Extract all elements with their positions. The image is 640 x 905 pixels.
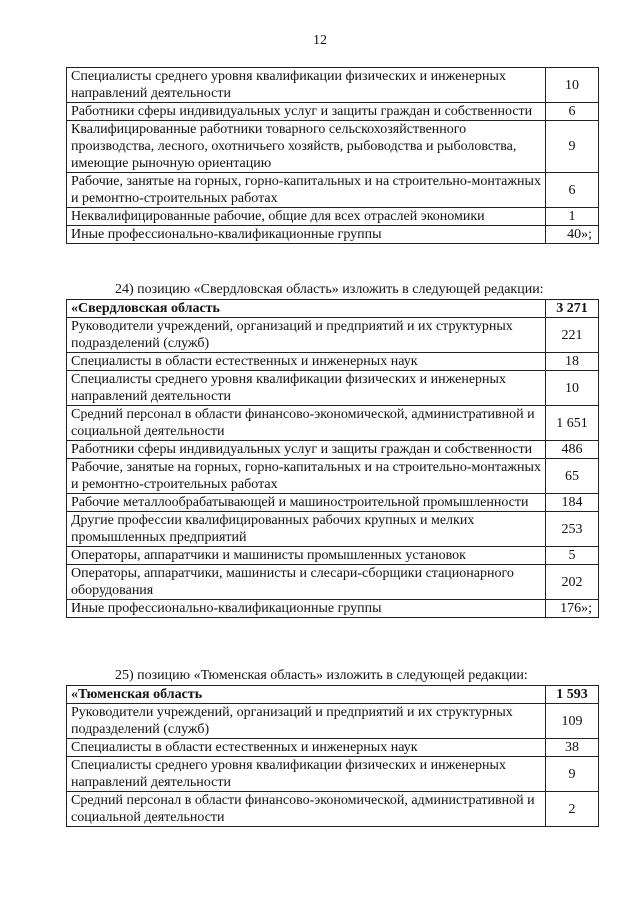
table-row xyxy=(67,353,599,371)
row-value: 1 xyxy=(546,208,599,226)
paragraph-24: 24) позицию «Свердловская область» изложить в следующей редакции: xyxy=(115,282,544,297)
row-name: Операторы, аппаратчики и машинисты промышленных установок xyxy=(67,547,546,565)
row-value: 18 xyxy=(546,353,599,371)
row-name: Средний персонал в области финансово-экономической, административной и социальной деятельности xyxy=(67,792,546,827)
table-row xyxy=(67,173,599,208)
row-value: 109 xyxy=(546,704,599,739)
table-row xyxy=(67,757,599,792)
table-header-row xyxy=(67,300,599,318)
row-value: 9 xyxy=(546,121,599,173)
row-value: 184 xyxy=(546,494,599,512)
row-name: Рабочие, занятые на горных, горно-капитальных и на строительно-монтажных и ремонтно-строительных работах xyxy=(67,173,546,208)
table-row xyxy=(67,103,599,121)
table-row xyxy=(67,226,599,244)
row-name: Работники сферы индивидуальных услуг и защиты граждан и собственности xyxy=(67,103,546,121)
row-name: Иные профессионально-квалификационные группы xyxy=(67,600,546,618)
row-name: Специалисты среднего уровня квалификации физических и инженерных направлений деятельности xyxy=(67,371,546,406)
paragraph-25: 25) позицию «Тюменская область» изложить в следующей редакции: xyxy=(115,668,528,683)
region-name: «Тюменская область xyxy=(67,686,546,704)
row-name: Специалисты в области естественных и инженерных наук xyxy=(67,739,546,757)
table-row xyxy=(67,371,599,406)
row-value: 253 xyxy=(546,512,599,547)
table-header-row xyxy=(67,686,599,704)
table-row xyxy=(67,600,599,618)
row-name: Рабочие металлообрабатывающей и машиностроительной промышленности xyxy=(67,494,546,512)
table-row xyxy=(67,459,599,494)
row-value: 5 xyxy=(546,547,599,565)
table-row xyxy=(67,704,599,739)
table-row xyxy=(67,547,599,565)
table-row xyxy=(67,318,599,353)
row-value: 486 xyxy=(546,441,599,459)
row-value: 176»; xyxy=(546,600,599,618)
row-name: Иные профессионально-квалификационные группы xyxy=(67,226,546,244)
row-value: 6 xyxy=(546,173,599,208)
row-name: Средний персонал в области финансово-экономической, административной и социальной деятельности xyxy=(67,406,546,441)
row-value: 10 xyxy=(546,371,599,406)
row-value: 2 xyxy=(546,792,599,827)
row-name: Рабочие, занятые на горных, горно-капитальных и на строительно-монтажных и ремонтно-строительных работах xyxy=(67,459,546,494)
table-continuation xyxy=(66,67,599,244)
region-total: 1 593 xyxy=(546,686,599,704)
region-name: «Свердловская область xyxy=(67,300,546,318)
table-sverdlovsk xyxy=(66,299,599,618)
table-row xyxy=(67,792,599,827)
row-name: Руководители учреждений, организаций и предприятий и их структурных подразделений (служб) xyxy=(67,704,546,739)
region-total: 3 271 xyxy=(546,300,599,318)
table-row xyxy=(67,441,599,459)
row-name: Работники сферы индивидуальных услуг и защиты граждан и собственности xyxy=(67,441,546,459)
table-row xyxy=(67,121,599,173)
table-row xyxy=(67,406,599,441)
row-name: Специалисты среднего уровня квалификации физических и инженерных направлений деятельности xyxy=(67,757,546,792)
row-value: 202 xyxy=(546,565,599,600)
row-name: Другие профессии квалифицированных рабочих крупных и мелких промышленных предприятий xyxy=(67,512,546,547)
row-name: Квалифицированные работники товарного сельскохозяйственного производства, лесного, охотничьего хозяйств, рыбоводства и рыболовства, имеющие рыночную ориентацию xyxy=(67,121,546,173)
page-number: 12 xyxy=(313,33,327,48)
table-row xyxy=(67,494,599,512)
row-value: 40»; xyxy=(546,226,599,244)
table-tyumen xyxy=(66,685,599,827)
row-name: Специалисты в области естественных и инженерных наук xyxy=(67,353,546,371)
table-row xyxy=(67,208,599,226)
row-value: 6 xyxy=(546,103,599,121)
table-row xyxy=(67,512,599,547)
row-value: 1 651 xyxy=(546,406,599,441)
table-row xyxy=(67,68,599,103)
table-row xyxy=(67,565,599,600)
row-value: 38 xyxy=(546,739,599,757)
row-value: 10 xyxy=(546,68,599,103)
row-value: 221 xyxy=(546,318,599,353)
row-name: Операторы, аппаратчики, машинисты и слесари-сборщики стационарного оборудования xyxy=(67,565,546,600)
row-name: Неквалифицированные рабочие, общие для всех отраслей экономики xyxy=(67,208,546,226)
row-name: Руководители учреждений, организаций и предприятий и их структурных подразделений (служб) xyxy=(67,318,546,353)
row-value: 65 xyxy=(546,459,599,494)
row-name: Специалисты среднего уровня квалификации физических и инженерных направлений деятельности xyxy=(67,68,546,103)
table-row xyxy=(67,739,599,757)
row-value: 9 xyxy=(546,757,599,792)
